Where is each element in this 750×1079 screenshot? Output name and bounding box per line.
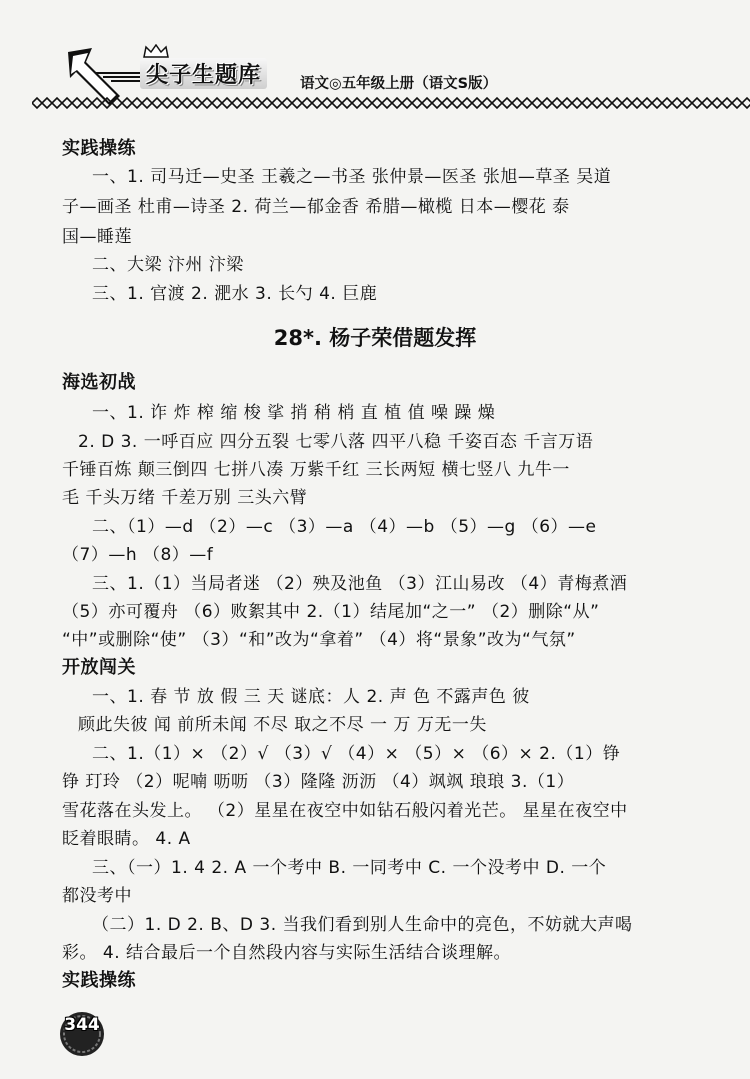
answer-line: 顾此失彼 闻 前所未闻 不尽 取之不尽 一 万 万无一失 <box>78 715 487 735</box>
answer-line: （5）亦可覆舟 （6）败絮其中 2.（1）结尾加“之一” （2）删除“从” <box>62 602 600 622</box>
brand-logo: 尖子生题库 <box>140 58 267 89</box>
section-heading: 实践操练 <box>62 138 136 159</box>
page-header <box>0 0 750 120</box>
zigzag-divider <box>32 96 750 110</box>
answer-line: 一、1. 春 节 放 假 三 天 谜底：人 2. 声 色 不露声色 彼 <box>92 687 530 707</box>
answer-line: 二、1.（1）× （2）√ （3）√ （4）× （5）× （6）× 2.（1）铮 <box>92 744 621 764</box>
answer-line: 彩。 4. 结合最后一个自然段内容与实际生活结合谈理解。 <box>62 943 512 963</box>
answer-line: （二）1. D 2. B、D 3. 当我们看到别人生命中的亮色，不妨就大声喝 <box>92 915 633 935</box>
answer-line: 眨着眼睛。 4. A <box>62 829 191 849</box>
answer-line: 三、1.（1）当局者迷 （2）殃及池鱼 （3）江山易改 （4）青梅煮酒 <box>92 574 628 594</box>
answer-line: 雪花落在头发上。 （2）星星在夜空中如钻石般闪着光芒。 星星在夜空中 <box>62 801 628 821</box>
answer-line: （7）—h （8）—f <box>62 545 214 565</box>
answer-line: 2. D 3. 一呼百应 四分五裂 七零八落 四平八稳 千姿百态 千言万语 <box>78 432 594 452</box>
section-heading: 实践操练 <box>62 970 136 991</box>
answer-line: 一、1. 司马迁—史圣 王羲之—书圣 张仲景—医圣 张旭—草圣 吴道 <box>92 167 612 187</box>
answer-line: 铮 玎玲 （2）呢喃 呖呖 （3）隆隆 沥沥 （4）飒飒 琅琅 3.（1） <box>62 772 575 792</box>
section-heading: 海选初战 <box>62 372 136 393</box>
section-heading: 开放闯关 <box>62 657 136 678</box>
answer-line: 二、大梁 汴州 汴梁 <box>92 255 244 275</box>
answer-line: 国—睡莲 <box>62 227 132 247</box>
lesson-title: 28*. 杨子荣借题发挥 <box>273 326 477 350</box>
answer-line: 三、1. 官渡 2. 淝水 3. 长勺 4. 巨鹿 <box>92 284 378 304</box>
page-number: 344 <box>64 1015 100 1035</box>
crown-icon <box>143 44 169 58</box>
answer-line: 毛 千头万绪 千差万别 三头六臂 <box>62 488 308 508</box>
answer-line: “中”或删除“使” （3）“和”改为“拿着” （4）将“景象”改为“气氛” <box>62 630 576 650</box>
answer-line: 子—画圣 杜甫—诗圣 2. 荷兰—郁金香 希腊—橄榄 日本—樱花 泰 <box>62 197 570 217</box>
answer-line: 一、1. 诈 炸 榨 缩 梭 挲 捎 稍 梢 直 植 值 噪 躁 燥 <box>92 403 496 423</box>
answer-line: 二、（1）—d （2）—c （3）—a （4）—b （5）—g （6）—e <box>92 517 597 537</box>
answer-line: 三、（一）1. 4 2. A 一个考中 B. 一同考中 C. 一个没考中 D. 一个 <box>92 858 607 878</box>
header-title: 语文◎五年级上册（语文S版） <box>300 76 498 92</box>
answer-line: 都没考中 <box>62 886 132 906</box>
answer-line: 千锤百炼 颠三倒四 七拼八凑 万紫千红 三长两短 横七竖八 九牛一 <box>62 460 570 480</box>
